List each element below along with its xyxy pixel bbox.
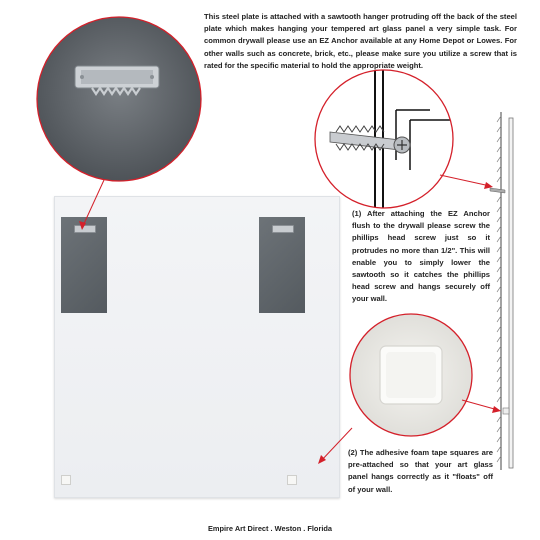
footer-credit: Empire Art Direct . Weston . Florida bbox=[207, 524, 333, 533]
step-2-instructions: (2) The adhesive foam tape squares are pre-attached so that your art glass panel hangs correctly as it "floats" off of your wall. bbox=[348, 448, 493, 494]
intro-description: This steel plate is attached with a sawtooth hanger protruding off the back of the steel plate which makes hanging your tempered art glass panel a very simple task. For common drywall please use an EZ Anchor available at any Home Depot or Lowes. For other walls such as concrete, brick, etc., please make sure you utilize a screw that is rated for the specific material to hold the appropriate weight. bbox=[204, 12, 517, 70]
side-view-wall bbox=[490, 112, 513, 470]
step-1-instructions: (1) After attaching the EZ Anchor flush to the drywall please screw the phillips head screw just so it protrudes no more than 1/2". This will enable you to simply lower the sawtooth so it catches the phillips head screw and hangs securely off your wall. bbox=[352, 209, 490, 304]
ez-anchor-closeup bbox=[315, 60, 470, 220]
steel-plate-closeup bbox=[37, 17, 201, 181]
foam-tape-closeup bbox=[350, 314, 472, 436]
